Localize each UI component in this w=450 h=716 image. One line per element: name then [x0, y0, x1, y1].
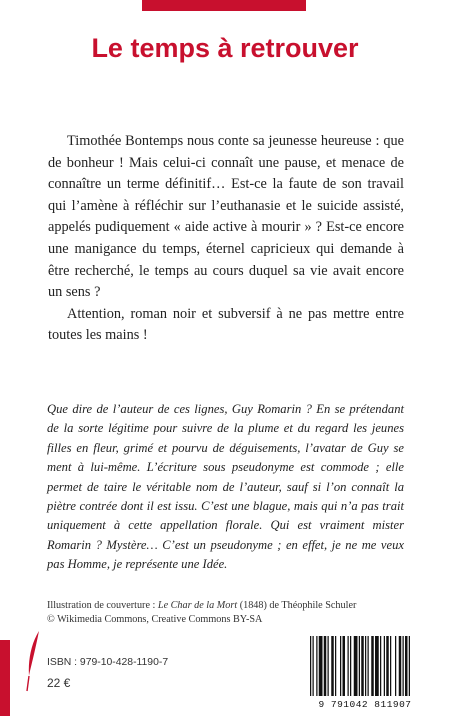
- blurb-paragraph: Timothée Bontemps nous conte sa jeunesse heureuse : que de bonheur ! Mais celui-ci connaît une pause, et menace de connaître un terme définitif… Est-ce la faute de son travail qui l’amène à réfléchir sur l’euthanasie et le suicide assisté, appelés pudiquement « aide active à mourir » ? Est-ce encore une manigance du temps, éternel capricieux qui demande à être recherché, le temps au cours duquel sa vie avait encore un sens ?: [48, 133, 404, 301]
- barcode-bar: [405, 636, 408, 696]
- barcode-bar: [403, 636, 404, 696]
- author-note: Que dire de l’auteur de ces lignes, Guy Romarin ? En se prétendant de la sorte légitime pour suivre de la plume et du regard les jeunes filles en fleur, grimé et pourvu de déguisements, l’avatar de Guy se ment à lui-même. L’écriture sous pseudonyme est commode ; elle permet de taire le véritable nom de l’auteur, sauf si l’on connaît la piètre contrée dont il est issu. C’est une blague, mais qui n’a pas trait uniquement à cette appellation florale. Qui est vraiment mister Romarin ? Mystère… C’est un pseudonyme ; en effet, je ne me veux pas Homme, je représente une Idée.: [47, 402, 404, 572]
- barcode-bar: [343, 636, 346, 696]
- barcode-bar: [348, 636, 349, 696]
- barcode-bar: [324, 636, 327, 696]
- book-blurb: [48, 131, 404, 347]
- credit-line: [47, 599, 407, 613]
- artwork-title: Le Char de la Mort: [157, 600, 238, 611]
- price: 22 €: [47, 676, 71, 690]
- barcode-bar: [409, 636, 410, 696]
- barcode-bar: [331, 636, 334, 696]
- barcode-bar: [371, 636, 374, 696]
- barcode-bar: [390, 636, 391, 696]
- barcode-bar: [395, 636, 396, 696]
- barcode-bar: [328, 636, 329, 696]
- barcode-bar: [359, 636, 360, 696]
- top-accent-bar: [142, 0, 306, 11]
- barcode-digits: 9 791042 811907: [318, 699, 412, 710]
- barcode-bar: [350, 636, 351, 696]
- barcode-bar: [386, 636, 389, 696]
- barcode-bar: [335, 636, 336, 696]
- barcode-bar: [365, 636, 366, 696]
- license-line: © Wikimedia Commons, Creative Commons BY-SA: [47, 614, 263, 625]
- barcode-bar: [340, 636, 341, 696]
- barcode-bar: [384, 636, 385, 696]
- book-title: Le temps à retrouver: [91, 33, 359, 63]
- isbn: ISBN : 979-10-428-1190-7: [47, 657, 169, 668]
- barcode-bar: [354, 636, 358, 696]
- blurb-paragraph: Attention, roman noir et subversif à ne pas mettre entre toutes les mains !: [48, 305, 404, 344]
- barcode-bars: [300, 634, 430, 698]
- barcode-bar: [319, 636, 323, 696]
- barcode-bar: [380, 636, 381, 696]
- credit-suffix: (1848) de Théophile Schuler: [237, 600, 357, 611]
- barcode-bar: [368, 636, 369, 696]
- barcode-bar: [310, 636, 311, 696]
- feather-icon: [25, 630, 41, 692]
- barcode-bar: [375, 636, 379, 696]
- credit-prefix: Illustration de couverture :: [47, 600, 158, 611]
- barcode-bar: [313, 636, 314, 696]
- barcode-bar: [361, 636, 364, 696]
- barcode: [300, 634, 430, 710]
- illustration-credits: [47, 599, 407, 627]
- barcode-bar: [399, 636, 402, 696]
- side-accent-bar: [0, 640, 10, 716]
- barcode-bar: [316, 636, 317, 696]
